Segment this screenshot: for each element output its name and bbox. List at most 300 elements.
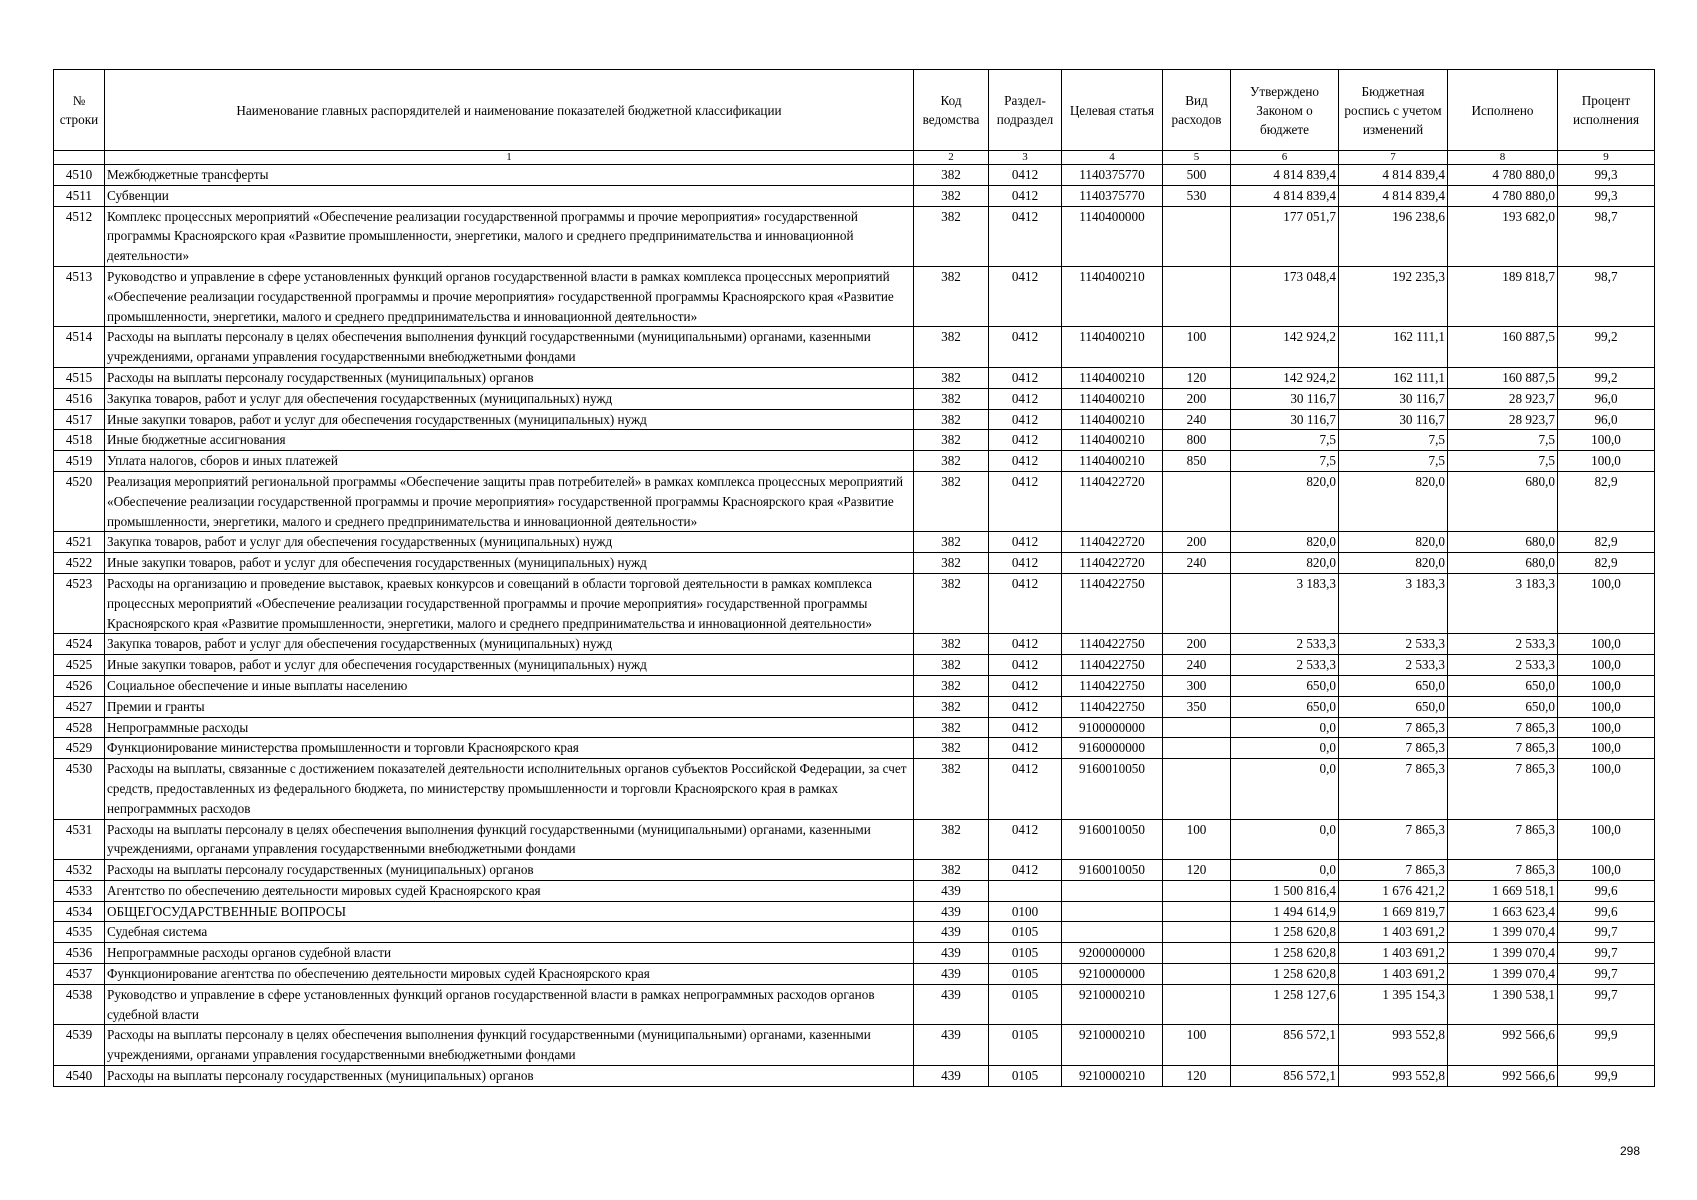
approved-amount: 1 258 620,8 xyxy=(1231,922,1339,943)
row-name: Расходы на выплаты персоналу государственных (муниципальных) органов xyxy=(105,860,914,881)
table-row xyxy=(54,717,1655,738)
section-code: 0412 xyxy=(989,655,1062,676)
row-number: 4528 xyxy=(54,717,105,738)
approved-amount: 2 533,3 xyxy=(1231,655,1339,676)
expense-type xyxy=(1163,738,1231,759)
section-code: 0105 xyxy=(989,1066,1062,1087)
table-row xyxy=(54,675,1655,696)
budget-amount: 1 403 691,2 xyxy=(1339,964,1448,985)
execution-percent: 96,0 xyxy=(1558,388,1655,409)
target-code: 1140422720 xyxy=(1062,532,1163,553)
section-code: 0412 xyxy=(989,860,1062,881)
target-code: 1140375770 xyxy=(1062,165,1163,186)
executed-amount: 193 682,0 xyxy=(1448,206,1558,266)
row-number: 4524 xyxy=(54,634,105,655)
approved-amount: 3 183,3 xyxy=(1231,573,1339,633)
header-exp-type: Вид расходов xyxy=(1163,70,1231,151)
expense-type xyxy=(1163,717,1231,738)
target-code: 9200000000 xyxy=(1062,943,1163,964)
dept-code: 382 xyxy=(914,532,989,553)
row-number: 4525 xyxy=(54,655,105,676)
approved-amount: 142 924,2 xyxy=(1231,327,1339,368)
expense-type: 120 xyxy=(1163,860,1231,881)
executed-amount: 1 399 070,4 xyxy=(1448,964,1558,985)
approved-amount: 0,0 xyxy=(1231,738,1339,759)
row-name: Расходы на выплаты персоналу государственных (муниципальных) органов xyxy=(105,367,914,388)
row-name: Межбюджетные трансферты xyxy=(105,165,914,186)
approved-amount: 650,0 xyxy=(1231,696,1339,717)
col-number: 8 xyxy=(1448,151,1558,165)
section-code: 0412 xyxy=(989,738,1062,759)
row-name: Судебная система xyxy=(105,922,914,943)
row-name: Закупка товаров, работ и услуг для обеспечения государственных (муниципальных) нужд xyxy=(105,532,914,553)
budget-amount: 7 865,3 xyxy=(1339,738,1448,759)
header-budget-list: Бюджетная роспись с учетом изменений xyxy=(1339,70,1448,151)
dept-code: 382 xyxy=(914,759,989,819)
row-name: Субвенции xyxy=(105,185,914,206)
row-number: 4536 xyxy=(54,943,105,964)
col-number: 3 xyxy=(989,151,1062,165)
approved-amount: 0,0 xyxy=(1231,759,1339,819)
row-name: Расходы на организацию и проведение выставок, краевых конкурсов и совещаний в области торговой деятельности в рамках комплекса процессных мероприятий «Обеспечение реализации государственной программы и прочие мероприятия» государственной программы Красноярского края «Развитие промышленности, энергетики, малого и среднего предпринимательства и инновационной деятельности» xyxy=(105,573,914,633)
target-code: 1140422750 xyxy=(1062,634,1163,655)
target-code: 1140422720 xyxy=(1062,471,1163,531)
budget-amount: 7 865,3 xyxy=(1339,759,1448,819)
approved-amount: 0,0 xyxy=(1231,819,1339,860)
budget-amount: 7 865,3 xyxy=(1339,860,1448,881)
executed-amount: 7 865,3 xyxy=(1448,819,1558,860)
dept-code: 382 xyxy=(914,696,989,717)
section-code: 0412 xyxy=(989,327,1062,368)
section-code xyxy=(989,880,1062,901)
dept-code: 382 xyxy=(914,860,989,881)
section-code: 0412 xyxy=(989,553,1062,574)
table-row xyxy=(54,553,1655,574)
expense-type: 240 xyxy=(1163,553,1231,574)
expense-type: 240 xyxy=(1163,655,1231,676)
budget-amount: 820,0 xyxy=(1339,471,1448,531)
executed-amount: 1 390 538,1 xyxy=(1448,984,1558,1025)
target-code: 1140400210 xyxy=(1062,327,1163,368)
section-code: 0412 xyxy=(989,206,1062,266)
execution-percent: 99,7 xyxy=(1558,922,1655,943)
execution-percent: 100,0 xyxy=(1558,573,1655,633)
col-number: 6 xyxy=(1231,151,1339,165)
row-number: 4515 xyxy=(54,367,105,388)
budget-amount: 162 111,1 xyxy=(1339,367,1448,388)
row-name: Функционирование министерства промышленности и торговли Красноярского края xyxy=(105,738,914,759)
target-code: 1140422750 xyxy=(1062,573,1163,633)
approved-amount: 1 258 620,8 xyxy=(1231,964,1339,985)
col-number: 7 xyxy=(1339,151,1448,165)
row-number: 4539 xyxy=(54,1025,105,1066)
section-code: 0412 xyxy=(989,532,1062,553)
executed-amount: 160 887,5 xyxy=(1448,367,1558,388)
target-code: 1140400000 xyxy=(1062,206,1163,266)
header-approved: Утверждено Законом о бюджете xyxy=(1231,70,1339,151)
table-row xyxy=(54,266,1655,326)
dept-code: 382 xyxy=(914,634,989,655)
section-code: 0412 xyxy=(989,717,1062,738)
row-name: Закупка товаров, работ и услуг для обеспечения государственных (муниципальных) нужд xyxy=(105,388,914,409)
header-target: Целевая статья xyxy=(1062,70,1163,151)
dept-code: 382 xyxy=(914,819,989,860)
expense-type: 200 xyxy=(1163,634,1231,655)
table-row xyxy=(54,655,1655,676)
target-code: 9160000000 xyxy=(1062,738,1163,759)
row-number: 4538 xyxy=(54,984,105,1025)
executed-amount: 1 399 070,4 xyxy=(1448,943,1558,964)
dept-code: 439 xyxy=(914,922,989,943)
table-body xyxy=(54,165,1655,1087)
dept-code: 439 xyxy=(914,984,989,1025)
target-code: 1140400210 xyxy=(1062,266,1163,326)
budget-amount: 192 235,3 xyxy=(1339,266,1448,326)
table-row xyxy=(54,430,1655,451)
dept-code: 439 xyxy=(914,880,989,901)
dept-code: 382 xyxy=(914,451,989,472)
row-name: Иные закупки товаров, работ и услуг для обеспечения государственных (муниципальных) нужд xyxy=(105,655,914,676)
execution-percent: 99,9 xyxy=(1558,1025,1655,1066)
executed-amount: 680,0 xyxy=(1448,471,1558,531)
col-number: 1 xyxy=(105,151,914,165)
section-code: 0105 xyxy=(989,922,1062,943)
col-number: 2 xyxy=(914,151,989,165)
budget-amount: 2 533,3 xyxy=(1339,634,1448,655)
target-code: 9160010050 xyxy=(1062,759,1163,819)
executed-amount: 7 865,3 xyxy=(1448,717,1558,738)
dept-code: 382 xyxy=(914,430,989,451)
approved-amount: 856 572,1 xyxy=(1231,1066,1339,1087)
header-dept-code: Код ведомства xyxy=(914,70,989,151)
header-section: Раздел-подраздел xyxy=(989,70,1062,151)
row-name: Агентство по обеспечению деятельности мировых судей Красноярского края xyxy=(105,880,914,901)
budget-amount: 820,0 xyxy=(1339,553,1448,574)
row-name: Расходы на выплаты, связанные с достижением показателей деятельности исполнительных органов субъектов Российской Федерации, за счет средств, предоставленных из федерального бюджета, по министерству промышленности и торговли Красноярского края в рамках непрограммных расходов xyxy=(105,759,914,819)
row-number: 4514 xyxy=(54,327,105,368)
row-number: 4510 xyxy=(54,165,105,186)
approved-amount: 30 116,7 xyxy=(1231,409,1339,430)
section-code: 0412 xyxy=(989,759,1062,819)
expense-type: 100 xyxy=(1163,327,1231,368)
row-number: 4540 xyxy=(54,1066,105,1087)
row-name: Иные бюджетные ассигнования xyxy=(105,430,914,451)
table-row xyxy=(54,451,1655,472)
target-code: 9160010050 xyxy=(1062,860,1163,881)
expense-type: 530 xyxy=(1163,185,1231,206)
dept-code: 382 xyxy=(914,717,989,738)
execution-percent: 99,7 xyxy=(1558,984,1655,1025)
section-code: 0412 xyxy=(989,165,1062,186)
expense-type: 240 xyxy=(1163,409,1231,430)
table-row xyxy=(54,206,1655,266)
row-name: Уплата налогов, сборов и иных платежей xyxy=(105,451,914,472)
approved-amount: 30 116,7 xyxy=(1231,388,1339,409)
execution-percent: 100,0 xyxy=(1558,634,1655,655)
section-code: 0100 xyxy=(989,901,1062,922)
dept-code: 382 xyxy=(914,675,989,696)
row-name: Руководство и управление в сфере установленных функций органов государственной власти в рамках непрограммных расходов органов судебной власти xyxy=(105,984,914,1025)
row-name: Социальное обеспечение и иные выплаты населению xyxy=(105,675,914,696)
expense-type: 350 xyxy=(1163,696,1231,717)
executed-amount: 2 533,3 xyxy=(1448,634,1558,655)
executed-amount: 2 533,3 xyxy=(1448,655,1558,676)
expense-type: 800 xyxy=(1163,430,1231,451)
approved-amount: 1 258 620,8 xyxy=(1231,943,1339,964)
expense-type: 500 xyxy=(1163,165,1231,186)
dept-code: 382 xyxy=(914,553,989,574)
execution-percent: 99,2 xyxy=(1558,327,1655,368)
col-number xyxy=(54,151,105,165)
table-row xyxy=(54,880,1655,901)
executed-amount: 992 566,6 xyxy=(1448,1066,1558,1087)
executed-amount: 4 780 880,0 xyxy=(1448,185,1558,206)
row-number: 4537 xyxy=(54,964,105,985)
target-code xyxy=(1062,922,1163,943)
executed-amount: 28 923,7 xyxy=(1448,409,1558,430)
approved-amount: 142 924,2 xyxy=(1231,367,1339,388)
execution-percent: 98,7 xyxy=(1558,206,1655,266)
expense-type xyxy=(1163,880,1231,901)
budget-amount: 650,0 xyxy=(1339,675,1448,696)
row-name: Премии и гранты xyxy=(105,696,914,717)
table-row xyxy=(54,573,1655,633)
expense-type: 850 xyxy=(1163,451,1231,472)
row-number: 4527 xyxy=(54,696,105,717)
execution-percent: 99,9 xyxy=(1558,1066,1655,1087)
row-name: Руководство и управление в сфере установленных функций органов государственной власти в рамках комплекса процессных мероприятий «Обеспечение реализации государственной программы и прочие мероприятия» государственной программы Красноярского края «Развитие промышленности, энергетики, малого и среднего предпринимательства и инновационной деятельности» xyxy=(105,266,914,326)
table-row xyxy=(54,738,1655,759)
expense-type: 300 xyxy=(1163,675,1231,696)
col-number: 5 xyxy=(1163,151,1231,165)
execution-percent: 100,0 xyxy=(1558,655,1655,676)
executed-amount: 7 865,3 xyxy=(1448,738,1558,759)
approved-amount: 4 814 839,4 xyxy=(1231,185,1339,206)
budget-amount: 1 403 691,2 xyxy=(1339,922,1448,943)
row-number: 4519 xyxy=(54,451,105,472)
executed-amount: 650,0 xyxy=(1448,675,1558,696)
table-row xyxy=(54,964,1655,985)
target-code: 9210000000 xyxy=(1062,964,1163,985)
section-code: 0412 xyxy=(989,185,1062,206)
table-row xyxy=(54,984,1655,1025)
row-number: 4518 xyxy=(54,430,105,451)
budget-amount: 30 116,7 xyxy=(1339,409,1448,430)
table-row xyxy=(54,388,1655,409)
row-number: 4522 xyxy=(54,553,105,574)
approved-amount: 1 494 614,9 xyxy=(1231,901,1339,922)
target-code: 1140422720 xyxy=(1062,553,1163,574)
row-number: 4526 xyxy=(54,675,105,696)
target-code xyxy=(1062,901,1163,922)
expense-type: 100 xyxy=(1163,819,1231,860)
dept-code: 382 xyxy=(914,471,989,531)
executed-amount: 7,5 xyxy=(1448,451,1558,472)
section-code: 0412 xyxy=(989,409,1062,430)
table-row xyxy=(54,943,1655,964)
dept-code: 382 xyxy=(914,266,989,326)
budget-amount: 7 865,3 xyxy=(1339,717,1448,738)
execution-percent: 99,6 xyxy=(1558,880,1655,901)
executed-amount: 992 566,6 xyxy=(1448,1025,1558,1066)
expense-type: 200 xyxy=(1163,532,1231,553)
dept-code: 439 xyxy=(914,1066,989,1087)
approved-amount: 820,0 xyxy=(1231,532,1339,553)
target-code xyxy=(1062,880,1163,901)
approved-amount: 650,0 xyxy=(1231,675,1339,696)
section-code: 0412 xyxy=(989,573,1062,633)
approved-amount: 4 814 839,4 xyxy=(1231,165,1339,186)
row-number: 4516 xyxy=(54,388,105,409)
budget-amount: 2 533,3 xyxy=(1339,655,1448,676)
row-number: 4532 xyxy=(54,860,105,881)
expense-type xyxy=(1163,266,1231,326)
dept-code: 439 xyxy=(914,901,989,922)
table-row xyxy=(54,367,1655,388)
executed-amount: 1 669 518,1 xyxy=(1448,880,1558,901)
budget-amount: 650,0 xyxy=(1339,696,1448,717)
budget-amount: 7 865,3 xyxy=(1339,819,1448,860)
section-code: 0412 xyxy=(989,696,1062,717)
target-code: 1140422750 xyxy=(1062,675,1163,696)
budget-amount: 1 669 819,7 xyxy=(1339,901,1448,922)
row-number: 4523 xyxy=(54,573,105,633)
expense-type xyxy=(1163,759,1231,819)
section-code: 0105 xyxy=(989,943,1062,964)
row-number: 4530 xyxy=(54,759,105,819)
page-number: 298 xyxy=(1619,1144,1640,1158)
approved-amount: 7,5 xyxy=(1231,451,1339,472)
executed-amount: 3 183,3 xyxy=(1448,573,1558,633)
section-code: 0105 xyxy=(989,964,1062,985)
target-code: 1140400210 xyxy=(1062,388,1163,409)
execution-percent: 100,0 xyxy=(1558,675,1655,696)
expense-type: 120 xyxy=(1163,367,1231,388)
row-name: Иные закупки товаров, работ и услуг для обеспечения государственных (муниципальных) нужд xyxy=(105,553,914,574)
execution-percent: 82,9 xyxy=(1558,532,1655,553)
section-code: 0412 xyxy=(989,266,1062,326)
table-row xyxy=(54,696,1655,717)
executed-amount: 189 818,7 xyxy=(1448,266,1558,326)
budget-amount: 993 552,8 xyxy=(1339,1025,1448,1066)
dept-code: 382 xyxy=(914,206,989,266)
execution-percent: 82,9 xyxy=(1558,553,1655,574)
target-code: 9160010050 xyxy=(1062,819,1163,860)
execution-percent: 100,0 xyxy=(1558,860,1655,881)
target-code: 1140400210 xyxy=(1062,430,1163,451)
budget-amount: 4 814 839,4 xyxy=(1339,165,1448,186)
table-row xyxy=(54,819,1655,860)
budget-amount: 30 116,7 xyxy=(1339,388,1448,409)
executed-amount: 650,0 xyxy=(1448,696,1558,717)
row-number: 4533 xyxy=(54,880,105,901)
header-executed: Исполнено xyxy=(1448,70,1558,151)
dept-code: 439 xyxy=(914,943,989,964)
target-code: 1140375770 xyxy=(1062,185,1163,206)
section-code: 0412 xyxy=(989,819,1062,860)
section-code: 0412 xyxy=(989,430,1062,451)
approved-amount: 173 048,4 xyxy=(1231,266,1339,326)
col-number: 9 xyxy=(1558,151,1655,165)
dept-code: 382 xyxy=(914,367,989,388)
execution-percent: 99,7 xyxy=(1558,943,1655,964)
section-code: 0412 xyxy=(989,634,1062,655)
row-number: 4517 xyxy=(54,409,105,430)
target-code: 9210000210 xyxy=(1062,1025,1163,1066)
budget-amount: 196 238,6 xyxy=(1339,206,1448,266)
row-number: 4513 xyxy=(54,266,105,326)
execution-percent: 99,3 xyxy=(1558,185,1655,206)
header-row xyxy=(54,70,1655,151)
budget-amount: 1 676 421,2 xyxy=(1339,880,1448,901)
column-number-row xyxy=(54,151,1655,165)
dept-code: 382 xyxy=(914,655,989,676)
budget-amount: 7,5 xyxy=(1339,430,1448,451)
dept-code: 439 xyxy=(914,1025,989,1066)
section-code: 0412 xyxy=(989,451,1062,472)
expense-type: 100 xyxy=(1163,1025,1231,1066)
row-name: Реализация мероприятий региональной программы «Обеспечение защиты прав потребителей» в рамках комплекса процессных мероприятий «Обеспечение реализации государственной программы и прочие мероприятия» государственной программы Красноярского края «Развитие промышленности, энергетики, малого и среднего предпринимательства и инновационной деятельности» xyxy=(105,471,914,531)
executed-amount: 1 399 070,4 xyxy=(1448,922,1558,943)
section-code: 0412 xyxy=(989,471,1062,531)
execution-percent: 98,7 xyxy=(1558,266,1655,326)
approved-amount: 177 051,7 xyxy=(1231,206,1339,266)
dept-code: 382 xyxy=(914,388,989,409)
expense-type xyxy=(1163,922,1231,943)
target-code: 1140400210 xyxy=(1062,409,1163,430)
executed-amount: 7,5 xyxy=(1448,430,1558,451)
table-row xyxy=(54,532,1655,553)
row-number: 4529 xyxy=(54,738,105,759)
execution-percent: 99,7 xyxy=(1558,964,1655,985)
col-number: 4 xyxy=(1062,151,1163,165)
dept-code: 382 xyxy=(914,738,989,759)
executed-amount: 680,0 xyxy=(1448,532,1558,553)
executed-amount: 7 865,3 xyxy=(1448,860,1558,881)
execution-percent: 99,2 xyxy=(1558,367,1655,388)
row-name: Закупка товаров, работ и услуг для обеспечения государственных (муниципальных) нужд xyxy=(105,634,914,655)
target-code: 1140422750 xyxy=(1062,655,1163,676)
dept-code: 439 xyxy=(914,964,989,985)
expense-type: 120 xyxy=(1163,1066,1231,1087)
approved-amount: 7,5 xyxy=(1231,430,1339,451)
expense-type xyxy=(1163,964,1231,985)
section-code: 0412 xyxy=(989,367,1062,388)
budget-amount: 1 403 691,2 xyxy=(1339,943,1448,964)
row-number: 4531 xyxy=(54,819,105,860)
header-row-no: № строки xyxy=(54,70,105,151)
approved-amount: 1 258 127,6 xyxy=(1231,984,1339,1025)
budget-amount: 3 183,3 xyxy=(1339,573,1448,633)
table-row xyxy=(54,1025,1655,1066)
executed-amount: 28 923,7 xyxy=(1448,388,1558,409)
row-name: ОБЩЕГОСУДАРСТВЕННЫЕ ВОПРОСЫ xyxy=(105,901,914,922)
expense-type xyxy=(1163,984,1231,1025)
execution-percent: 100,0 xyxy=(1558,451,1655,472)
execution-percent: 100,0 xyxy=(1558,430,1655,451)
row-name: Расходы на выплаты персоналу государственных (муниципальных) органов xyxy=(105,1066,914,1087)
dept-code: 382 xyxy=(914,165,989,186)
expense-type xyxy=(1163,206,1231,266)
dept-code: 382 xyxy=(914,185,989,206)
budget-amount: 162 111,1 xyxy=(1339,327,1448,368)
row-name: Непрограммные расходы xyxy=(105,717,914,738)
row-number: 4535 xyxy=(54,922,105,943)
execution-percent: 82,9 xyxy=(1558,471,1655,531)
row-name: Комплекс процессных мероприятий «Обеспечение реализации государственной программы и прочие мероприятия» государственной программы Красноярского края «Развитие промышленности, энергетики, малого и среднего предпринимательства и инновационной деятельности» xyxy=(105,206,914,266)
target-code: 1140422750 xyxy=(1062,696,1163,717)
execution-percent: 100,0 xyxy=(1558,759,1655,819)
